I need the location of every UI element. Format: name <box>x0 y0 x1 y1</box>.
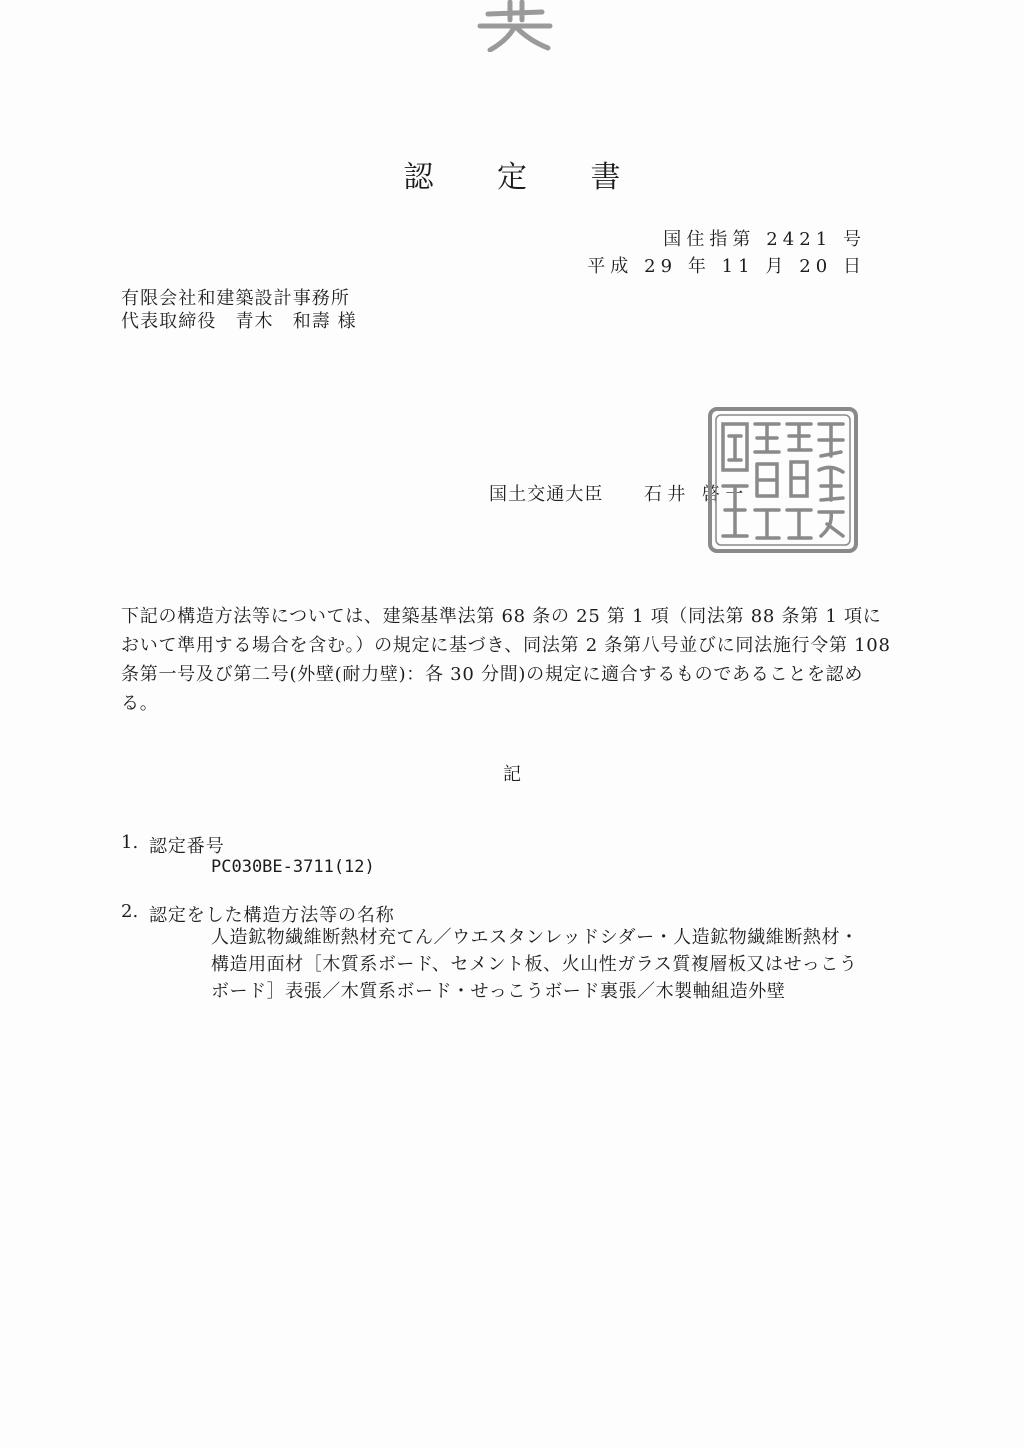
watermark-fragment <box>470 0 560 52</box>
item-1-number: 1. <box>121 832 139 853</box>
certification-number: PC030BE-3711(12) <box>211 857 375 877</box>
document-title: 認 定 書 <box>403 160 648 195</box>
issue-date: 平成 29 年 11 月 20 日 <box>587 256 866 277</box>
official-seal-icon <box>707 406 859 554</box>
addressee-company: 有限会社和建築設計事務所 <box>121 288 350 309</box>
issuer-name: 石井 啓一 <box>644 484 749 505</box>
issuer-title: 国土交通大臣 <box>489 484 604 505</box>
ki-heading: 記 <box>503 764 521 785</box>
certification-statement: 下記の構造方法等については、建築基準法第 68 条の 25 第 1 項（同法第 88 条第 1 項において準用する場合を含む。）の規定に基づき、同法第 2 条第八号並びに同法施行令第 108 条第一号及び第二号(外壁(耐力壁)：各 30 分間)の規定に適合するものであることを認める。 <box>121 606 891 714</box>
item-1-heading: 認定番号 <box>149 836 225 857</box>
item-2-heading: 認定をした構造方法等の名称 <box>149 905 395 926</box>
item-2-number: 2. <box>121 901 139 922</box>
reference-number: 国住指第 2421 号 <box>663 229 866 250</box>
structure-method-name: 人造鉱物繊維断熱材充てん／ウエスタンレッドシダー・人造鉱物繊維断熱材・構造用面材［木質系ボード、セメント板、火山性ガラス質複層板又はせっこうボード］表張／木質系ボード・せっこうボード裏張／木製軸組造外壁 <box>211 927 859 1002</box>
addressee-person: 代表取締役 青木 和壽 様 <box>121 311 357 332</box>
